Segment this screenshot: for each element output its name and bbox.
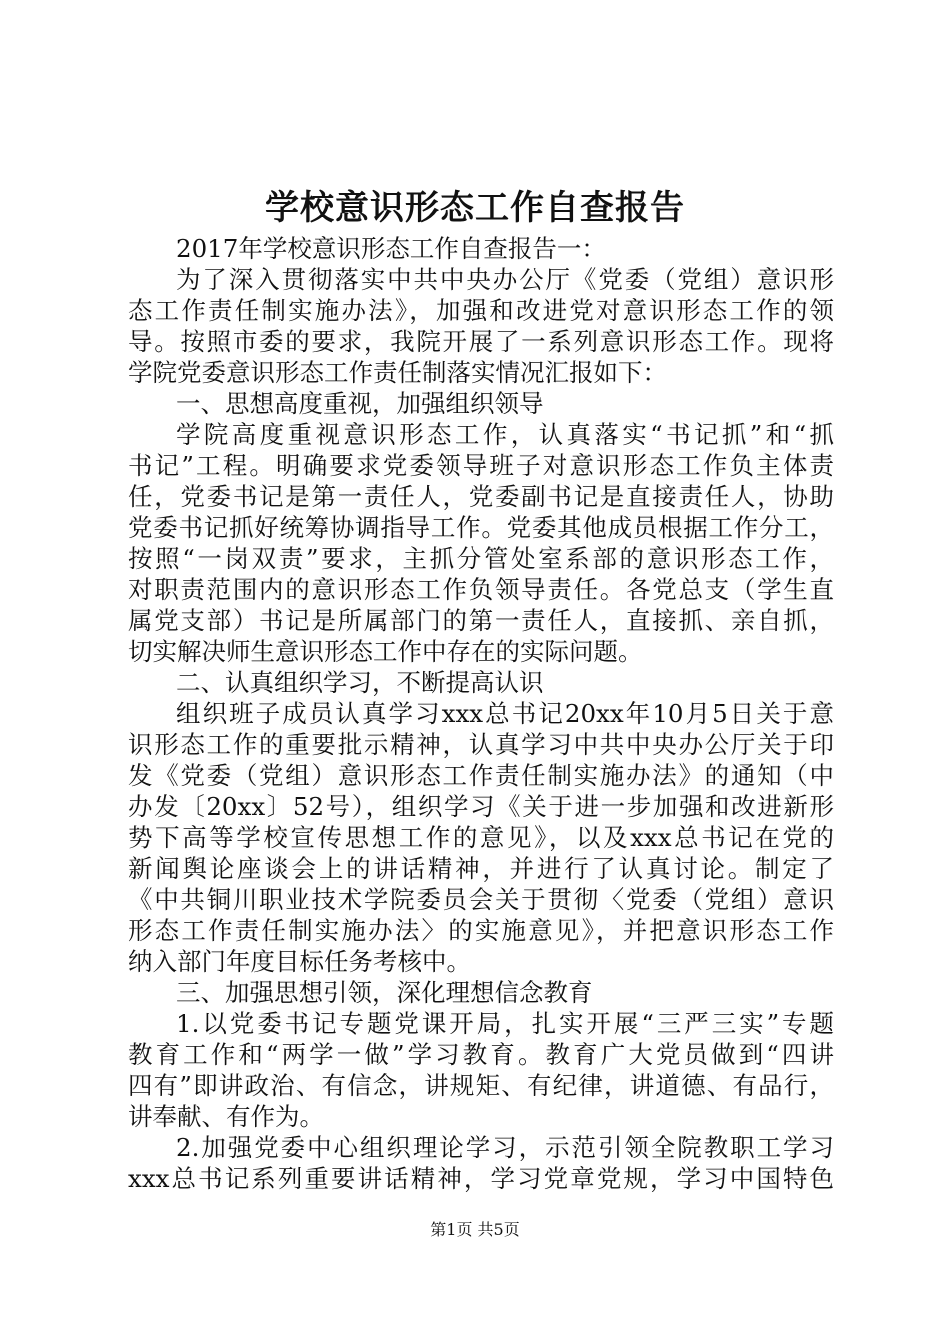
body-text-line: xxx总书记系列重要讲话精神，学习党章党规，学习中国特色 [128, 1164, 834, 1193]
document-title: 学校意识形态工作自查报告 [265, 188, 685, 228]
body-text-line: 学院高度重视意识形态工作，认真落实“书记抓”和“抓 [176, 420, 834, 449]
body-text-line: 讲奉献、有作为。 [128, 1102, 324, 1131]
body-text-line: 办发〔20xx〕52号），组织学习《关于进一步加强和改进新形 [128, 792, 834, 821]
body-text-line: 书记”工程。明确要求党委领导班子对意识形态工作负主体责 [128, 451, 834, 480]
body-text-line: 教育工作和“两学一做”学习教育。教育广大党员做到“四讲 [128, 1040, 834, 1069]
body-text-line: 属党支部）书记是所属部门的第一责任人，直接抓、亲自抓， [128, 606, 834, 635]
body-text-line: 学院党委意识形态工作责任制落实情况汇报如下： [128, 358, 667, 387]
body-text-line: 《中共铜川职业技术学院委员会关于贯彻〈党委（党组）意识 [128, 885, 834, 914]
body-text-line: 导。按照市委的要求，我院开展了一系列意识形态工作。现将 [128, 327, 834, 356]
body-text-line: 一、思想高度重视，加强组织领导 [176, 389, 544, 418]
body-text-line: 四有”即讲政治、有信念，讲规矩、有纪律，讲道德、有品行， [128, 1071, 834, 1100]
body-text-line: 2.加强党委中心组织理论学习，示范引领全院教职工学习 [176, 1133, 834, 1162]
body-text-line: 切实解决师生意识形态工作中存在的实际问题。 [128, 637, 643, 666]
body-text-line: 任，党委书记是第一责任人，党委副书记是直接责任人，协助 [128, 482, 834, 511]
body-text-line: 按照“一岗双责”要求，主抓分管处室系部的意识形态工作， [128, 544, 834, 573]
body-text-line: 2017年学校意识形态工作自查报告一： [176, 234, 606, 263]
body-text-line: 识形态工作的重要批示精神，认真学习中共中央办公厅关于印 [128, 730, 834, 759]
body-text-line: 组织班子成员认真学习xxx总书记20xx年10月5日关于意 [176, 699, 834, 728]
page-number-footer: 第1页 共5页 [430, 1220, 520, 1239]
body-text-line: 1.以党委书记专题党课开局，扎实开展“三严三实”专题 [176, 1009, 834, 1038]
body-text-line: 党委书记抓好统筹协调指导工作。党委其他成员根据工作分工， [128, 513, 834, 542]
body-text-line: 对职责范围内的意识形态工作负领导责任。各党总支（学生直 [128, 575, 834, 604]
document-body [128, 233, 834, 1194]
body-text-line: 为了深入贯彻落实中共中央办公厅《党委（党组）意识形 [176, 265, 834, 294]
body-text-line: 形态工作责任制实施办法〉的实施意见》，并把意识形态工作 [128, 916, 834, 945]
body-text-line: 纳入部门年度目标任务考核中。 [128, 947, 471, 976]
body-text-line: 态工作责任制实施办法》，加强和改进党对意识形态工作的领 [128, 296, 834, 325]
body-text-line: 势下高等学校宣传思想工作的意见》，以及xxx总书记在党的 [128, 823, 834, 852]
body-text-line: 发《党委（党组）意识形态工作责任制实施办法》的通知（中 [128, 761, 834, 790]
body-text-line: 三、加强思想引领，深化理想信念教育 [176, 978, 593, 1007]
body-text-line: 新闻舆论座谈会上的讲话精神，并进行了认真讨论。制定了 [128, 854, 834, 883]
body-text-line: 二、认真组织学习，不断提高认识 [176, 668, 544, 697]
